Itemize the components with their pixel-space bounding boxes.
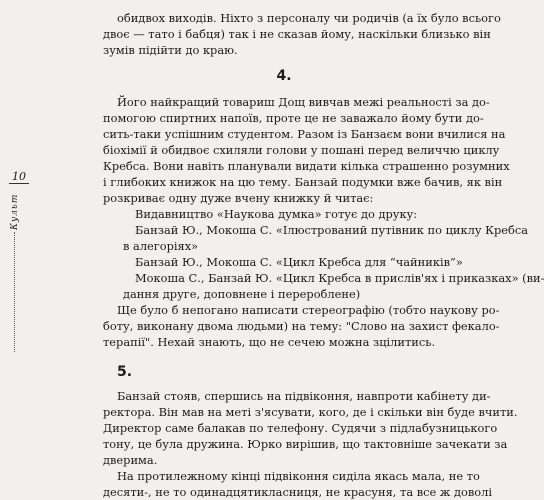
text-line: біохімії й обидвоє схиляли голови у пошані перед величчю циклу xyxy=(103,143,500,157)
margin-dotted-line xyxy=(14,232,15,352)
paragraph xyxy=(103,468,493,500)
list-item xyxy=(103,270,544,302)
text-line: Банзай Ю., Мокоша С. «Цикл Кребса для “чайників”» xyxy=(135,255,463,269)
text-line: десяти-, не то одинадцятикласниця, не красуня, та все ж доволі xyxy=(103,485,493,499)
text-line: Мокоша С., Банзай Ю. «Цикл Кребса в прислів'ях і приказках» (ви- xyxy=(135,271,544,285)
text-line: двоє — тато і бабця) так і не сказав йому, наскільки близько він xyxy=(103,27,491,41)
list-item xyxy=(103,206,465,222)
page-number-rule xyxy=(9,183,29,184)
text-line: Видавництво «Наукова думка» готує до друку: xyxy=(135,207,418,221)
paragraph xyxy=(103,10,501,58)
page-body xyxy=(103,10,544,500)
text-line: обидвох виходів. Ніхто з персоналу чи родичів (а їх було всього xyxy=(117,11,501,25)
text-line: Ще було б непогано написати стереографію (тобто наукову ро- xyxy=(117,303,500,317)
text-line: ректора. Він мав на меті з'ясувати, кого, де і скільки він буде вчити. xyxy=(103,405,518,419)
book-announcement-list xyxy=(103,206,544,302)
text-line: Банзай стояв, спершись на підвіконня, навпроти кабінету ди- xyxy=(117,389,491,403)
text-line: розкриває одну дуже вчену книжку й читає: xyxy=(103,191,374,205)
section-heading: 5. xyxy=(117,364,133,380)
text-line: і глибоких книжок на цю тему. Банзай подумки вже бачив, як він xyxy=(103,175,503,189)
section-heading: 4. xyxy=(276,68,292,84)
text-line: тону, це була дружина. Юрко вирішив, що тактовніше зачекати за xyxy=(103,437,508,451)
text-line: сить-таки успішним студентом. Разом із Банзаєм вони вчилися на xyxy=(103,127,506,141)
text-line: Його найкращий товариш Дощ вивчав межі реальності за до- xyxy=(117,95,490,109)
text-line: На протилежному кінці підвіконня сиділа якась мала, не то xyxy=(117,469,480,483)
page-number: 10 xyxy=(12,170,26,183)
text-line: Кребса. Вони навіть планували видати кілька страшенно розумних xyxy=(103,159,510,173)
paragraph xyxy=(103,388,518,468)
text-line: Банзай Ю., Мокоша С. «Ілюстрований путівник по циклу Кребса xyxy=(135,223,529,237)
text-line: Директор саме балакав по телефону. Судячи з підлабузницького xyxy=(103,421,498,435)
text-line: дання друге, доповнене і перероблене) xyxy=(123,287,361,301)
text-line: дверима. xyxy=(103,453,158,467)
text-line: терапії". Нехай знають, що не сечею можна зцілитись. xyxy=(103,335,436,349)
text-line: боту, виконану двома людьми) на тему: "Слово на захист фекало- xyxy=(103,319,500,333)
paragraph xyxy=(103,94,510,206)
text-line: помогою спиртних напоїв, проте це не заважало йому бути до- xyxy=(103,111,484,125)
text-line: в алегоріях» xyxy=(123,239,199,253)
running-title: Культ xyxy=(10,193,20,230)
list-item xyxy=(103,222,529,254)
paragraph xyxy=(103,302,500,350)
list-item xyxy=(103,254,465,270)
text-line: зумів підійти до краю. xyxy=(103,43,238,57)
